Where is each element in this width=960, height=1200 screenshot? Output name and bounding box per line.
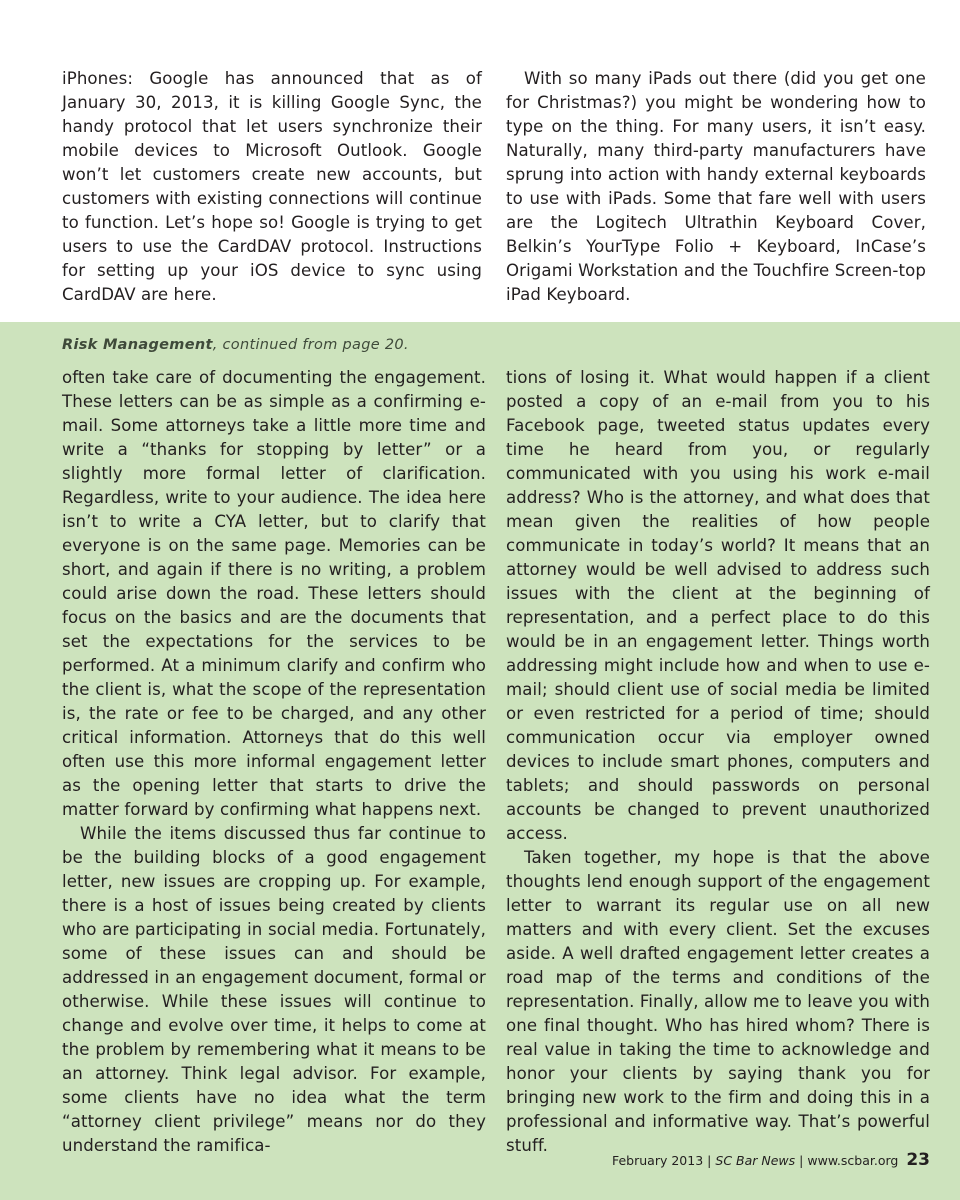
tech-column-left bbox=[62, 67, 482, 307]
website-link[interactable]: www.scbar.org bbox=[807, 1153, 899, 1168]
article-column-right bbox=[506, 366, 930, 1158]
issue-date: February 2013 bbox=[611, 1153, 704, 1168]
ipad-keyboards-paragraph: With so many iPads out there (did you get one for Christmas?) you might be wondering how to type on the thing. For many users, it isn’t easy. Naturally, many third-party manufacturers have sprung into action with handy external keyboards to use with iPads. Some that fare well with users are the Logitech Ultrathin Keyboard Cover, Belkin’s YourType Folio + Keyboard, InCase’s Origami Workstation and the Touchfire Screen-top iPad Keyboard. bbox=[506, 69, 926, 304]
article-paragraph: often take care of documenting the engagement. These letters can be as simple as a confirming e-mail. Some attorneys take a little more time and write a “thanks for stopping by letter” or a slightly more formal letter of clarification. Regardless, write to your audience. The idea here isn’t to write a CYA letter, but to clarify that everyone is on the same page. Memories can be short, and again if there is no writing, a problem could arise down the road. These letters should focus on the basics and are the documents that set the expectations for the services to be performed. At a minimum clarify and confirm who the client is, what the scope of the representation is, the rate or fee to be charged, and any other critical information. Attorneys that do this well often use this more informal engagement letter as the opening letter that starts to drive the matter forward by confirming what happens next. bbox=[62, 368, 486, 819]
publication-name: SC Bar News bbox=[715, 1153, 796, 1168]
page-footer bbox=[612, 1150, 930, 1170]
article-paragraph: Taken together, my hope is that the above thoughts lend enough support of the engagement letter to warrant its regular use on all new matters and with every client. Set the excuses aside. A well drafted engagement letter creates a road map of the terms and conditions of the representation. Finally, allow me to leave you with one final thought. Who has hired whom? There is real value in taking the time to acknowledge and honor your clients by saying thank you for bringing new work to the firm and doing this in a professional and informative way. That’s powerful stuff. bbox=[506, 848, 930, 1155]
article-paragraph: While the items discussed thus far continue to be the building blocks of a good engagement letter, new issues are cropping up. For example, there is a host of issues being created by clients who are participating in social media. Fortunately, some of these issues can and should be addressed in an engagement document, formal or otherwise. While these issues will continue to change and evolve over time, it helps to come at the problem by remembering what it means to be an attorney. Think legal advisor. For example, some clients have no idea what the term “attorney client privilege” means nor do they understand the ramifica- bbox=[62, 824, 486, 1155]
article-column-left bbox=[62, 366, 486, 1158]
continued-note: , continued from page 20. bbox=[212, 337, 409, 353]
google-sync-paragraph: iPhones: Google has announced that as of January 30, 2013, it is killing Google Sync, the handy protocol that let users synchronize their mobile devices to Microsoft Outlook. Google won’t let customers create new accounts, but customers with existing connections will continue to function. Let’s hope so! Google is trying to get users to use the CardDAV protocol. Instructions for setting up your iOS device to sync using CardDAV are here. bbox=[62, 69, 482, 304]
article-paragraph: tions of losing it. What would happen if a client posted a copy of an e-mail from you to his Facebook page, tweeted status updates every time he heard from you, or regularly communicated with you using his work e-mail address? Who is the attorney, and what does that mean given the realities of how people communicate in today’s world? It means that an attorney would be well advised to address such issues with the client at the beginning of representation, and a perfect place to do this would be in an engagement letter. Things worth addressing might include how and when to use e-mail; should client use of social media be limited or even restricted for a period of time; should communication occur via employer owned devices to include smart phones, computers and tablets; and should passwords on personal accounts be changed to prevent unauthorized access. bbox=[506, 368, 930, 843]
footer-separator: | bbox=[799, 1153, 804, 1168]
tech-tips-section bbox=[0, 0, 960, 322]
section-name: Risk Management bbox=[62, 337, 213, 353]
tech-column-right bbox=[506, 67, 926, 307]
page-number: 23 bbox=[906, 1150, 930, 1170]
continued-line bbox=[62, 337, 409, 353]
footer-separator: | bbox=[707, 1153, 712, 1168]
